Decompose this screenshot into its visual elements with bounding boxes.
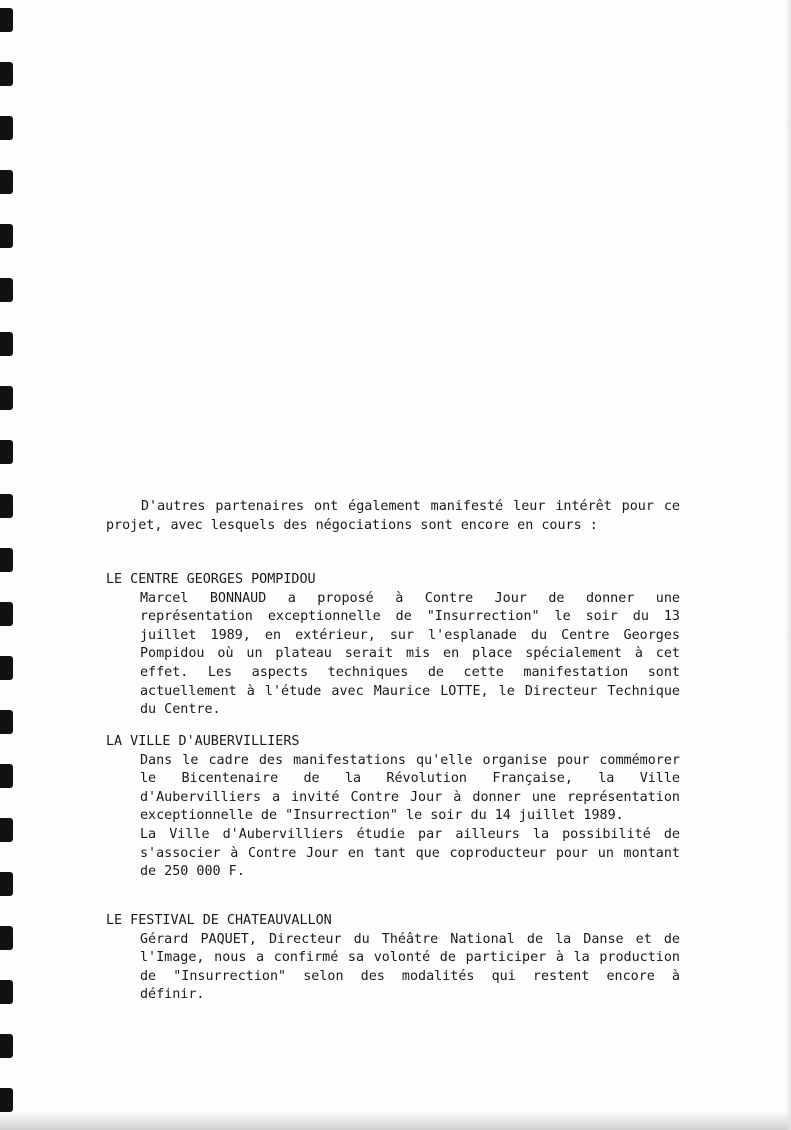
binding-hole [0, 764, 13, 788]
binding-hole [0, 224, 13, 248]
section-paragraph: Gérard PAQUET, Directeur du Théâtre National de la Danse et de l'Image, nous a confirmé sa volonté de participer à la production de "Insurrection" selon des modalités qui restent encore à définir. [140, 931, 680, 1003]
intro-paragraph: D'autres partenaires ont également manifesté leur intérêt pour ce projet, avec lesquels des négociations sont encore en cours : [106, 499, 680, 533]
spiral-binding [0, 0, 24, 1130]
binding-hole [0, 656, 13, 680]
section-heading: LE CENTRE GEORGES POMPIDOU [106, 572, 316, 587]
section-body [140, 752, 680, 882]
page-right-shadow [785, 0, 791, 1130]
binding-hole [0, 1034, 13, 1058]
section-paragraph: La Ville d'Aubervilliers étudie par ailleurs la possibilité de s'associer à Contre Jour en tant que coproducteur pour un montant de 250 000 F. [140, 826, 680, 880]
binding-hole [0, 62, 13, 86]
binding-hole [0, 8, 13, 32]
section-body [140, 931, 680, 1005]
binding-hole [0, 116, 13, 140]
section-paragraph: Dans le cadre des manifestations qu'elle organise pour commémorer le Bicentenaire de la Révolution Française, la Ville d'Aubervilliers a invité Contre Jour à donner une représentation exceptionnelle de "Insurrection" le soir du 14 juillet 1989. [140, 752, 680, 824]
binding-hole [0, 602, 13, 626]
binding-hole [0, 494, 13, 518]
section-ville-aubervilliers [106, 733, 680, 882]
section-heading: LE FESTIVAL DE CHATEAUVALLON [106, 913, 332, 928]
binding-hole [0, 980, 13, 1004]
section-heading: LA VILLE D'AUBERVILLIERS [106, 734, 300, 749]
binding-hole [0, 818, 13, 842]
binding-hole [0, 710, 13, 734]
binding-hole [0, 440, 13, 464]
binding-hole [0, 332, 13, 356]
section-body [140, 590, 680, 720]
page-bottom-shadow [0, 1112, 791, 1130]
binding-hole [0, 548, 13, 572]
section-paragraph: Marcel BONNAUD a proposé à Contre Jour de donner une représentation exceptionnelle de "Insurrection" le soir du 13 juillet 1989, en extérieur, sur l'esplanade du Centre Georges Pompidou où un plateau serait mis en place spécialement à cet effet. Les aspects techniques de cette manifestation sont actuellement à l'étude avec Maurice LOTTE, le Directeur Technique du Centre. [140, 590, 680, 718]
binding-hole [0, 926, 13, 950]
binding-hole [0, 278, 13, 302]
binding-hole [0, 872, 13, 896]
binding-hole [0, 170, 13, 194]
section-festival-chateauvallon [106, 912, 680, 1005]
section-centre-pompidou [106, 571, 680, 720]
binding-hole [0, 386, 13, 410]
binding-hole [0, 1088, 13, 1112]
